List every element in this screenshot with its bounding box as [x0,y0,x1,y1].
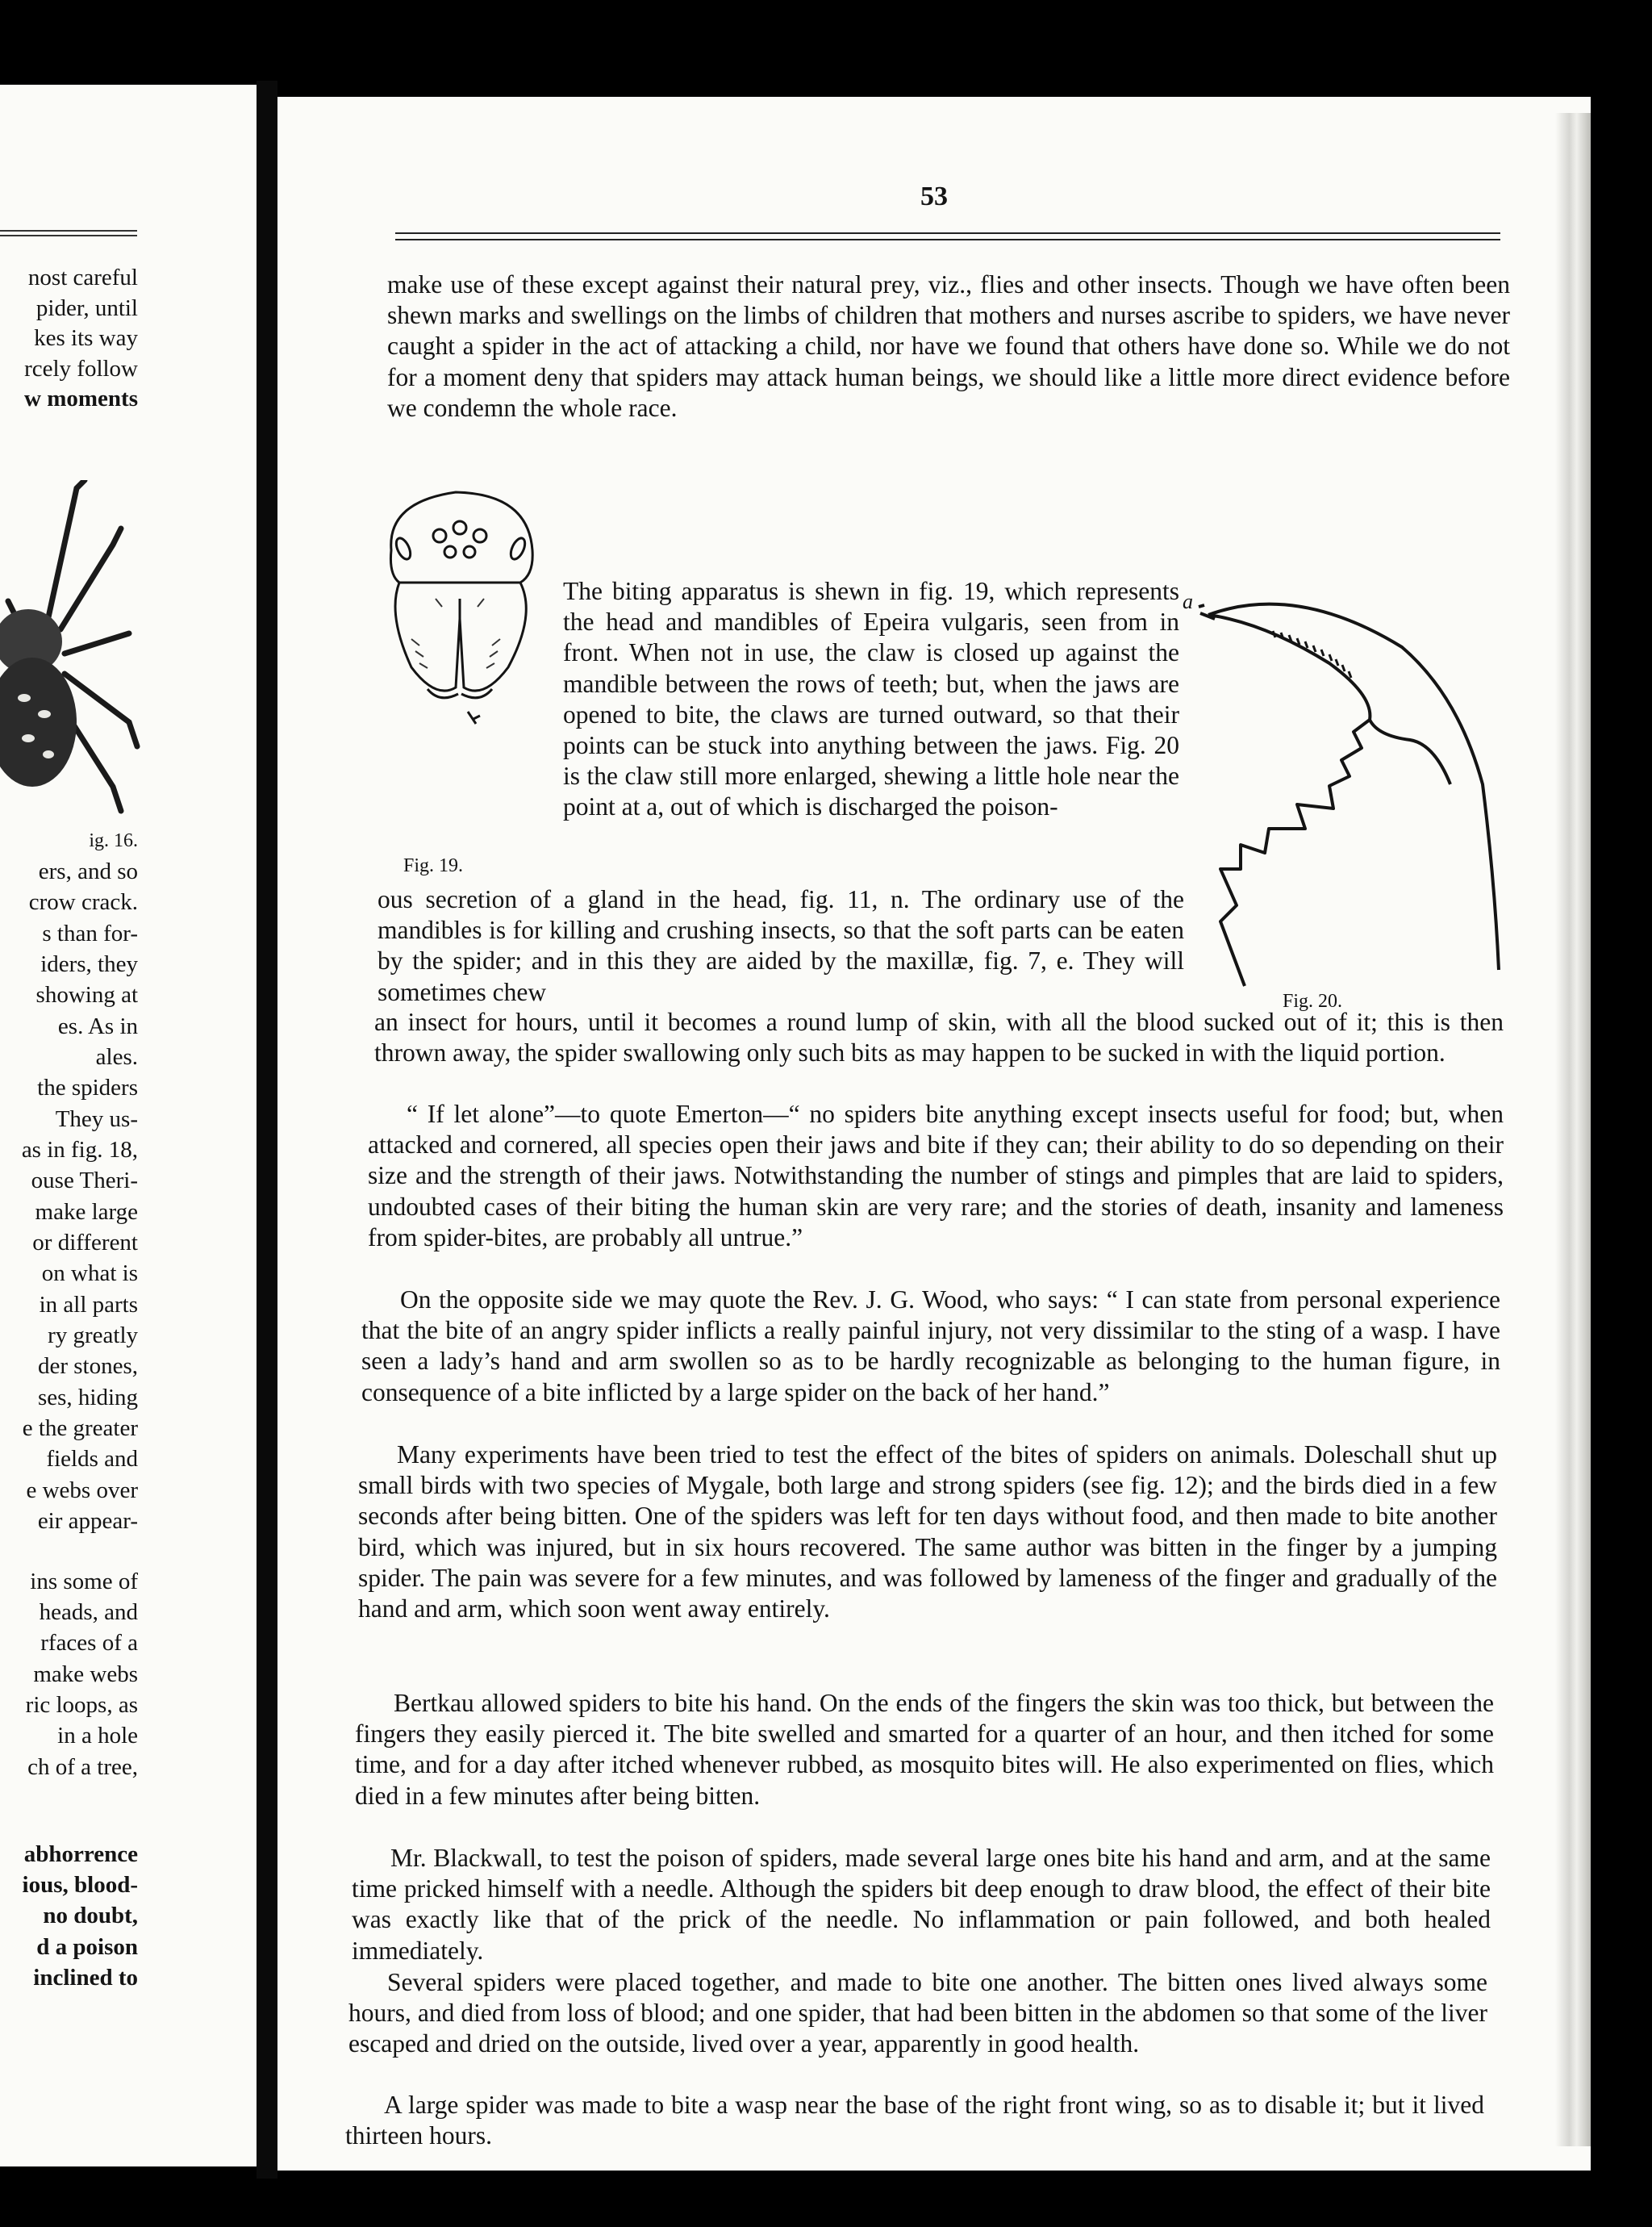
text-line: crow crack. [28,889,138,915]
paragraph-biting-end: an insect for hours, until it becomes a round lump of skin, with all the blood sucked out of it; this is then thrown away, the spider swallowing only such bits as may happen to be sucked in with the liquid portion. [374,1008,1504,1068]
figure-19 [379,478,549,728]
text-line: rfaces of a [40,1630,138,1656]
text-line: in a hole [57,1723,138,1749]
text-line: ch of a tree, [27,1754,138,1780]
text-line: fields and [46,1446,138,1472]
text-line: nost careful [27,265,138,290]
paragraph-doleschall: Many experiments have been tried to test the effect of the bites of spiders on animals. Doleschall shut up small birds with two species of Mygale, both large and strong spiders (see fig. 12); and the birds died in a few seconds after being bitten. One of the spiders was left for ten days without food, and then made to bite another bird, which was injured, but in six hours recovered. The same author was bitten in the finger by a jumping spider. The pain was severe for a few minutes, and was followed by lameness of the finger and gradually of the hand and arm, which soon went away entirely. [358,1440,1497,1623]
paragraph-biting-continued: ous secretion of a gland in the head, fig. 11, n. The ordinary use of the mandibles is for killing and crushing insects, so that the soft parts can be eaten by the spider; and in this they are aided by the maxillæ, fig. 7, e. They will sometimes chew [378,885,1184,1006]
book-gutter [257,81,277,2179]
header-rule [395,239,1500,240]
text-line: ric loops, as [25,1692,138,1718]
text-line: kes its way [34,325,138,351]
text-line: the spiders [37,1075,138,1101]
paragraph-biting: The biting apparatus is shewn in fig. 19, which represents the head and mandibles of Epeira vulgaris, seen from in front. When not in use, the claw is closed up against the mandible between the rows of teeth; but, when the jaws are opened to bite, the claws are turned outward, so that their points can be stuck into anything between the jaws. Fig. 20 is the claw still more enlarged, shewing a little hole near the point at a, out of which is discharged the poison- [563,577,1179,821]
text-line: iders, they [40,951,138,977]
text-line: inclined to [33,1965,138,1991]
text-line: der stones, [37,1353,138,1379]
text-line: eir appear- [37,1508,138,1534]
figure-19-caption: Fig. 19. [403,855,464,876]
text-line: ry greatly [48,1322,138,1348]
text-line: in all parts [39,1292,138,1318]
paragraph-intro: make use of these except against their natural prey, viz., flies and other insects. Though we have often been shewn marks and swellings on the limbs of children that mothers and nurses ascribe to spiders, we have never caught a spider in the act of attacking a child, nor have we found that others have done so. While we do not for a moment deny that spiders may attack human beings, we should like a little more direct evidence before we condemn the whole race. [387,270,1510,422]
text-line: ers, and so [38,859,138,884]
page-edge [1555,113,1591,2146]
text-line: rcely follow [24,356,138,382]
text-line: ales. [95,1044,138,1070]
header-rule [395,232,1500,234]
text-line: w moments [24,386,138,412]
text-line: heads, and [39,1599,138,1625]
text-line: as in fig. 18, [21,1137,138,1163]
text-line: pider, until [35,295,138,321]
text-line: ins some of [30,1569,138,1594]
text-line: ious, blood- [22,1872,138,1898]
paragraph-bertkau: Bertkau allowed spiders to bite his hand. On the ends of the fingers the skin was too thick, but between the fingers they easily pierced it. The bite swelled and smarted for a quarter of an hour, and then itched for some time, and for a day after itched whenever rubbed, as mosquito bites will. He also experimented on flies, which died in a few minutes after being bitten. [355,1689,1494,1810]
text-line: ses, hiding [37,1385,138,1410]
text-line: abhorrence [23,1841,138,1867]
paragraph-emerton: “ If let alone”—to quote Emerton—“ no spiders bite anything except insects useful for food; but, when attacked and cornered, all species open their jaws and bite if they can; their ability to do so depending on their size and the strength of their jaws. Notwithstanding the number of stings and pimples that are laid to spiders, undoubted cases of their biting the human skin are very rare; and the stories of death, insanity and lameness from spider-bites, are probably all untrue.” [368,1100,1504,1251]
figure-20-caption: Fig. 20. [1283,991,1343,1012]
page-number: 53 [920,182,948,211]
right-page [277,97,1591,2171]
text-line: showing at [35,982,138,1008]
text-line: no doubt, [43,1903,138,1928]
text-line: on what is [41,1260,138,1286]
paragraph-wood: On the opposite side we may quote the Rev. J. G. Wood, who says: “ I can state from personal experience that the bite of an angry spider inflicts a really painful injury, not very dissimilar to the sting of a wasp. I have seen a lady’s hand and arm swollen so as to be hardly recognizable as belonging to the human figure, in consequence of a bite inflicted by a large spider on the back of her hand.” [361,1285,1500,1406]
left-page [0,85,257,2166]
paragraph-several-spiders: Several spiders were placed together, and made to bite one another. The bitten ones lived always some hours, and died from loss of blood; and one spider, that had been bitten in the abdomen so that some of the liver escaped and dried on the outside, lived over a year, apparently in good health. [348,1968,1487,2058]
paragraph-blackwall: Mr. Blackwall, to test the poison of spiders, made several large ones bite his hand and arm, and at the same time pricked himself with a needle. Although the spiders bit deep enough to draw blood, the effect of their bite was exactly like that of the prick of the needle. No inflammation or pain followed, and both healed immediately. [352,1844,1491,1965]
text-line: They us- [55,1106,138,1132]
figure-20-label-a: a [1183,590,1193,613]
text-line: s than for- [42,921,138,946]
header-rule [0,235,137,236]
text-line: e webs over [26,1477,138,1503]
text-line: es. As in [57,1013,138,1039]
text-line: d a poison [36,1934,138,1960]
paragraph-wasp: A large spider was made to bite a wasp near the base of the right front wing, so as to disable it; but it lived thirteen hours. [345,2091,1484,2150]
figure-20 [1176,575,1515,994]
text-line: e the greater [22,1415,138,1441]
spider-illustration [0,480,141,819]
text-line: make large [35,1199,138,1225]
text-line: ouse Theri- [31,1168,138,1193]
header-rule [0,230,137,232]
text-line: make webs [33,1661,138,1687]
figure-caption: ig. 16. [89,830,138,851]
text-line: or different [32,1230,138,1256]
